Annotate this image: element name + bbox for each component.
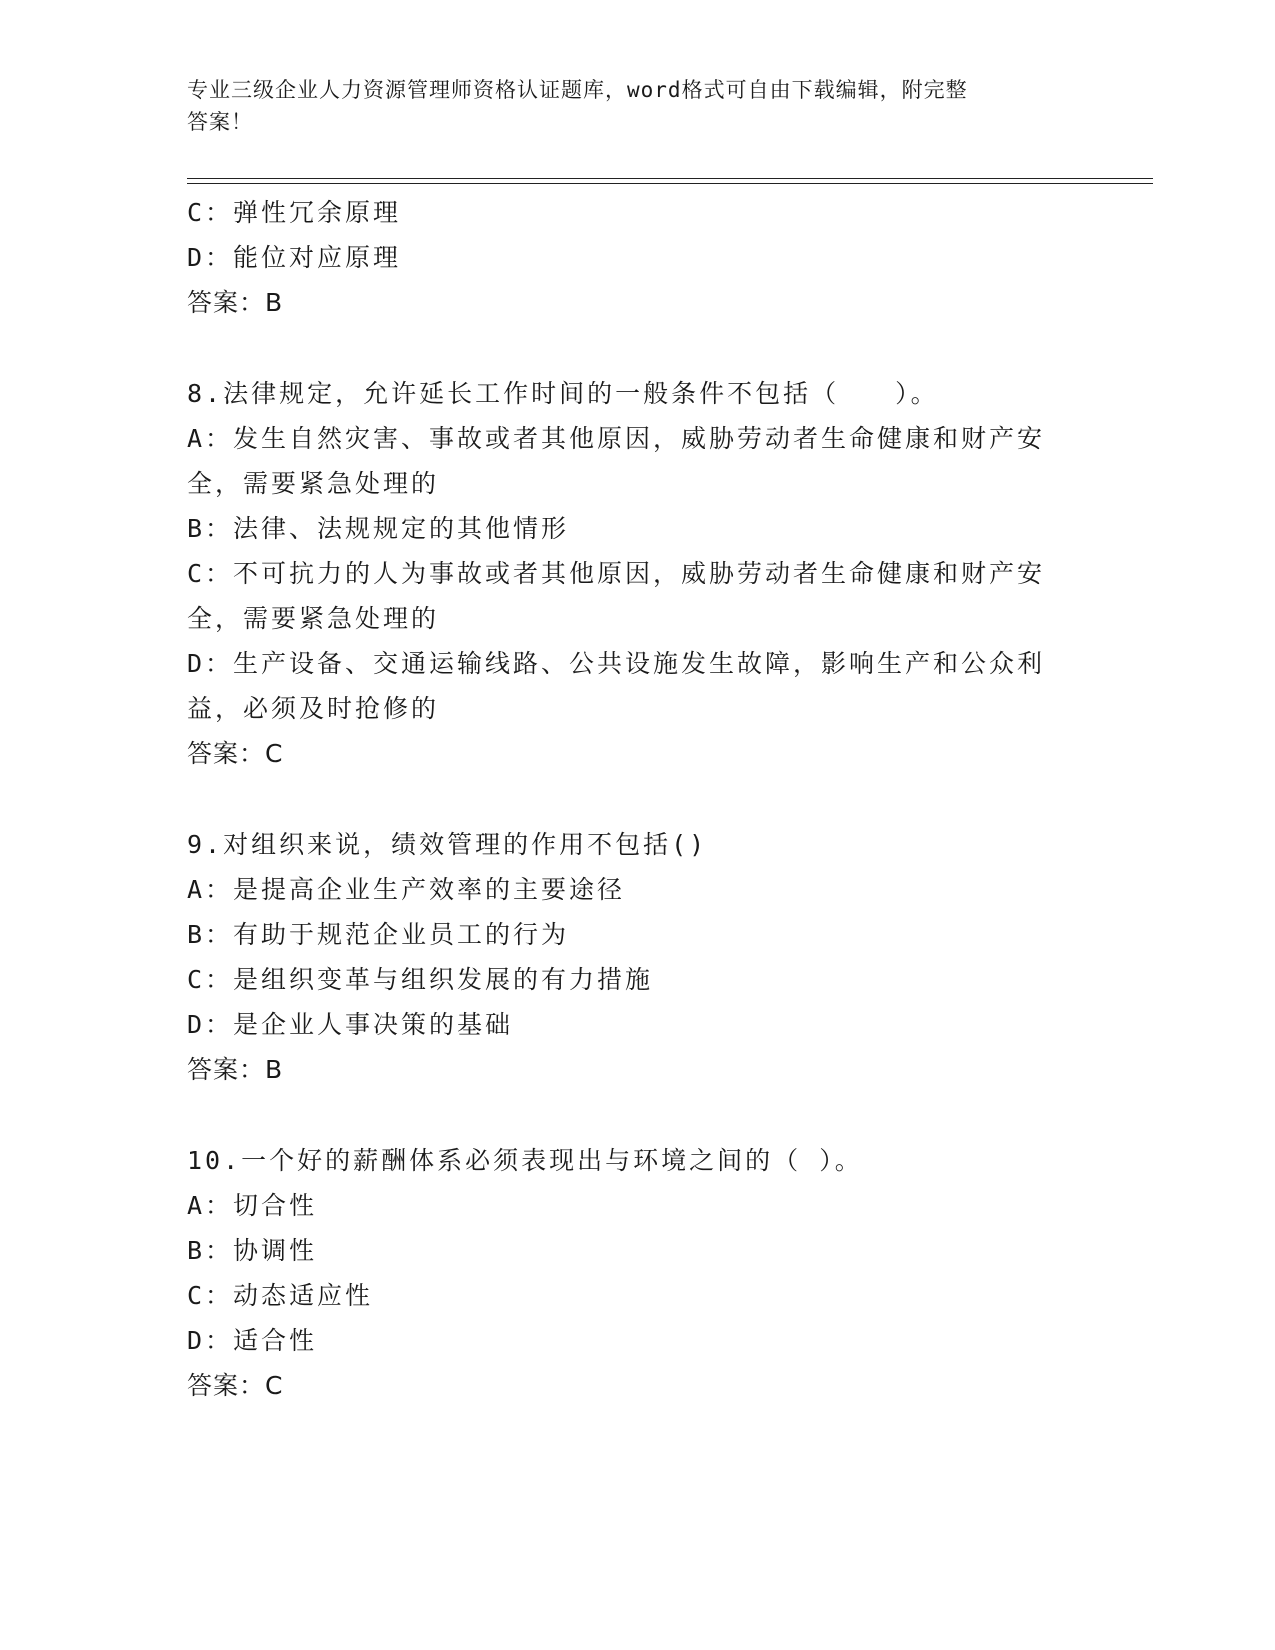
option-d: D：是企业人事决策的基础 [187,1010,514,1039]
option-b: B：法律、法规规定的其他情形 [187,514,570,543]
question-stem: 10.一个好的薪酬体系必须表现出与环境之间的（ ）。 [187,1146,863,1175]
option-b: B：协调性 [187,1236,318,1265]
option-c: C：弹性冗余原理 [187,198,402,227]
spacer [187,325,1087,371]
answer: 答案：C [187,1371,284,1400]
question-stem: 9.对组织来说，绩效管理的作用不包括() [187,830,708,859]
answer: 答案：B [187,288,284,317]
question-10 [187,1138,1087,1408]
question-8 [187,371,1087,776]
header-divider-bottom [187,183,1153,184]
header-line-1: 专业三级企业人力资源管理师资格认证题库，word格式可自由下载编辑，附完整 [187,78,968,102]
option-a: A：发生自然灾害、事故或者其他原因，威胁劳动者生命健康和财产安 [187,424,1046,453]
option-c: C：不可抗力的人为事故或者其他原因，威胁劳动者生命健康和财产安 [187,559,1046,588]
question-stem: 8.法律规定，允许延长工作时间的一般条件不包括（ ）。 [187,379,939,408]
header-divider-top [187,178,1153,179]
header-line-2: 答案！ [187,110,253,134]
option-c: C：动态适应性 [187,1281,374,1310]
option-a-continued: 全，需要紧急处理的 [187,469,440,498]
spacer [187,776,1087,822]
answer: 答案：B [187,1055,284,1084]
option-a: A：切合性 [187,1191,318,1220]
spacer [187,1092,1087,1138]
option-d: D：能位对应原理 [187,243,402,272]
option-a: A：是提高企业生产效率的主要途径 [187,875,626,904]
option-b: B：有助于规范企业员工的行为 [187,920,570,949]
question-list [187,190,1087,1408]
option-c-continued: 全，需要紧急处理的 [187,604,440,633]
option-c: C：是组织变革与组织发展的有力措施 [187,965,654,994]
question-7-tail [187,190,1087,325]
option-d: D：适合性 [187,1326,318,1355]
option-d: D：生产设备、交通运输线路、公共设施发生故障，影响生产和公众利 [187,649,1046,678]
question-9 [187,822,1087,1092]
document-header [187,74,1067,138]
option-d-continued: 益，必须及时抢修的 [187,694,440,723]
answer: 答案：C [187,739,284,768]
